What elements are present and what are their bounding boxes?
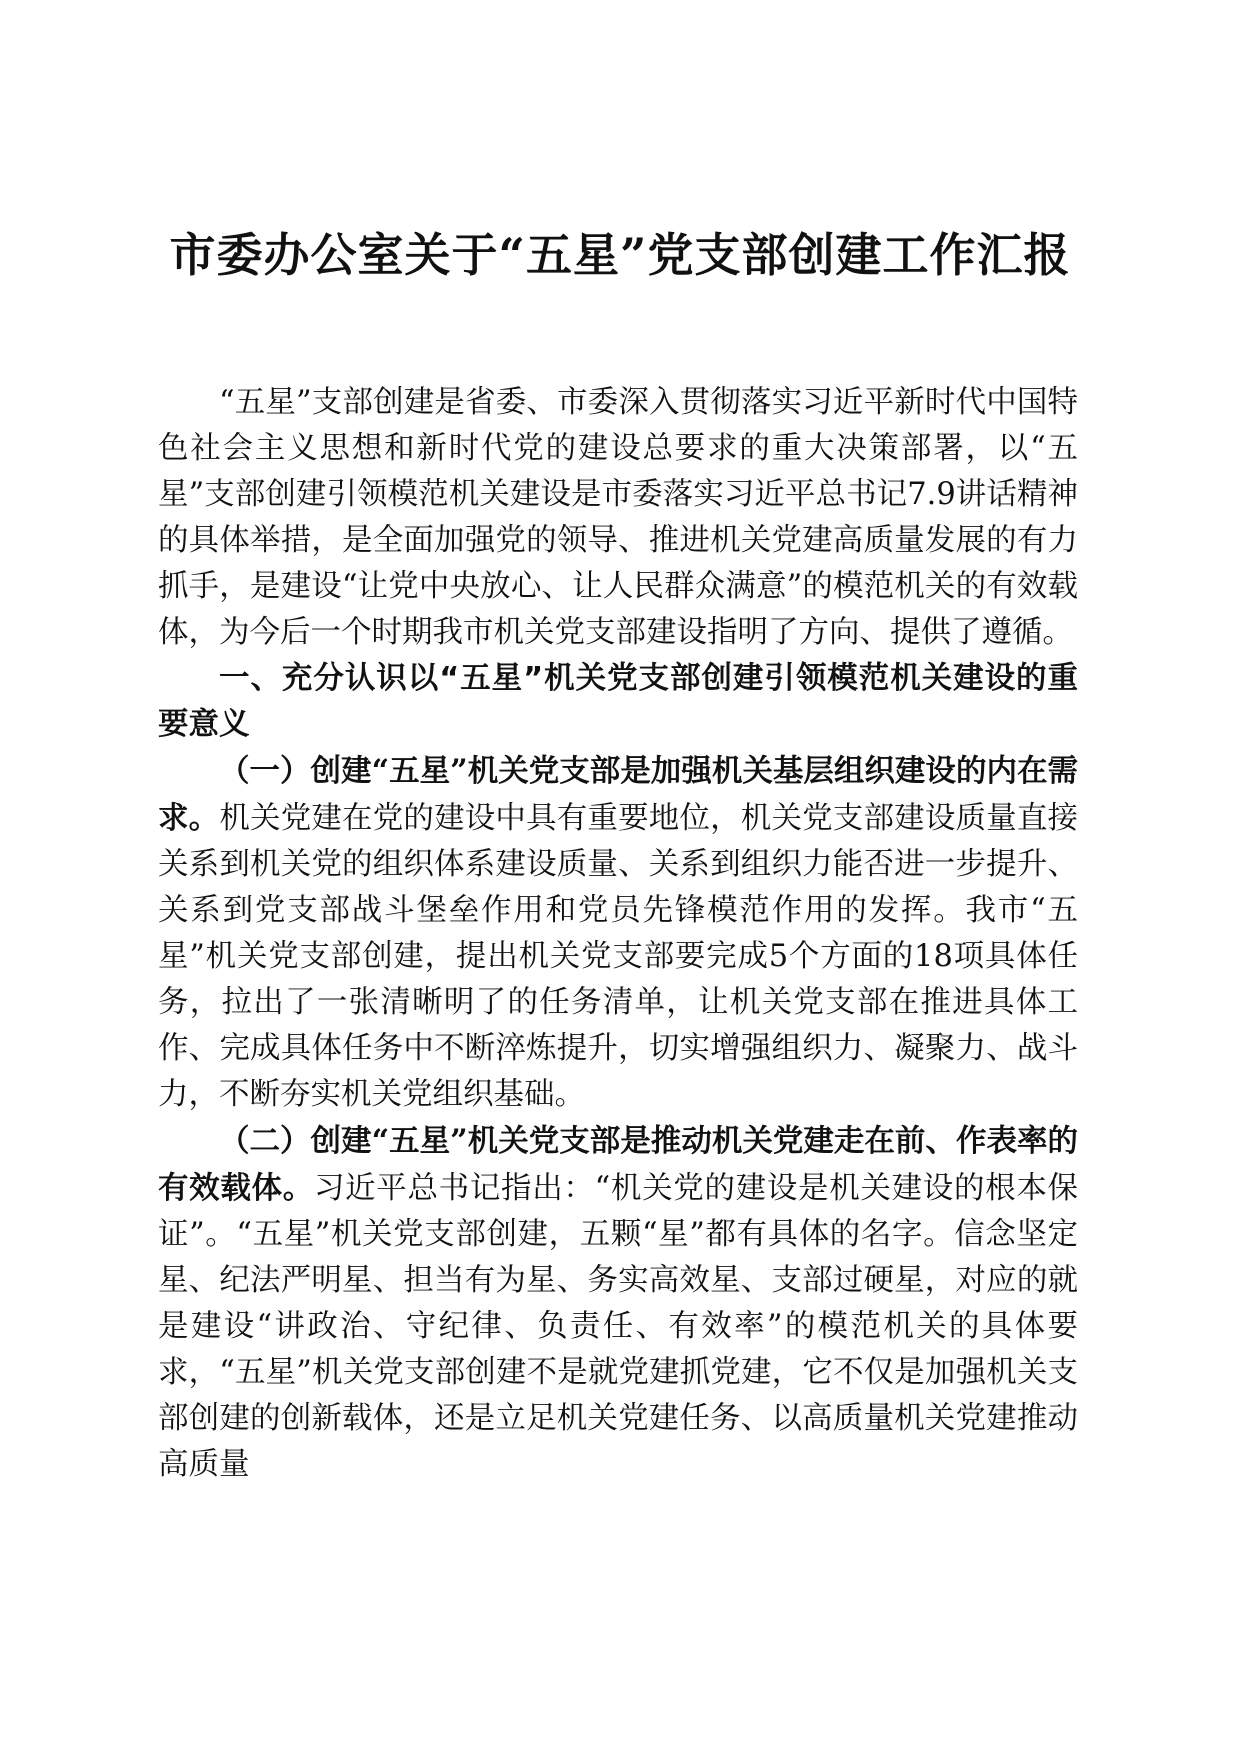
document-title: 市委办公室关于“五星”党支部创建工作汇报 <box>169 228 1071 282</box>
subsection-1-text: 机关党建在党的建设中具有重要地位，机关党支部建设质量直接关系到机关党的组织体系建设质量、关系到组织力能否进一步提升、关系到党支部战斗堡垒作用和党员先锋模范作用的发挥。我市“五星”机关党支部创建，提出机关党支部要完成5个方面的18项具体任务，拉出了一张清晰明了的任务清单，让机关党支部在推进具体工作、完成具体任务中不断淬炼提升，切实增强组织力、凝聚力、战斗力，不断夯实机关党组织基础。 <box>158 801 1079 1112</box>
subsection-1-paragraph <box>158 748 1078 1118</box>
document-body <box>158 380 1078 1488</box>
subsection-2-lead: （二）创建“五星”机关党支部是推动机关党建走在前、作表率的有效载体。 <box>158 1123 1078 1206</box>
intro-paragraph: “五星”支部创建是省委、市委深入贯彻落实习近平新时代中国特色社会主义思想和新时代党的建设总要求的重大决策部署，以“五星”支部创建引领模范机关建设是市委落实习近平总书记7.9讲话精神的具体举措，是全面加强党的领导、推进机关党建高质量发展的有力抓手，是建设“让党中央放心、让人民群众满意”的模范机关的有效载体，为今后一个时期我市机关党支部建设指明了方向、提供了遵循。 <box>158 385 1078 650</box>
subsection-2-paragraph <box>158 1118 1078 1488</box>
section-heading: 一、充分认识以“五星”机关党支部创建引领模范机关建设的重要意义 <box>158 661 1078 742</box>
subsection-1-lead: （一）创建“五星”机关党支部是加强机关基层组织建设的内在需求。 <box>158 753 1078 836</box>
subsection-2-text: 习近平总书记指出：“机关党的建设是机关建设的根本保证”。“五星”机关党支部创建，五颗“星”都有具体的名字。信念坚定星、纪法严明星、担当有为星、务实高效星、支部过硬星，对应的就是建设“讲政治、守纪律、负责任、有效率”的模范机关的具体要求，“五星”机关党支部创建不是就党建抓党建，它不仅是加强机关支部创建的创新载体，还是立足机关党建任务、以高质量机关党建推动高质量 <box>158 1171 1079 1482</box>
